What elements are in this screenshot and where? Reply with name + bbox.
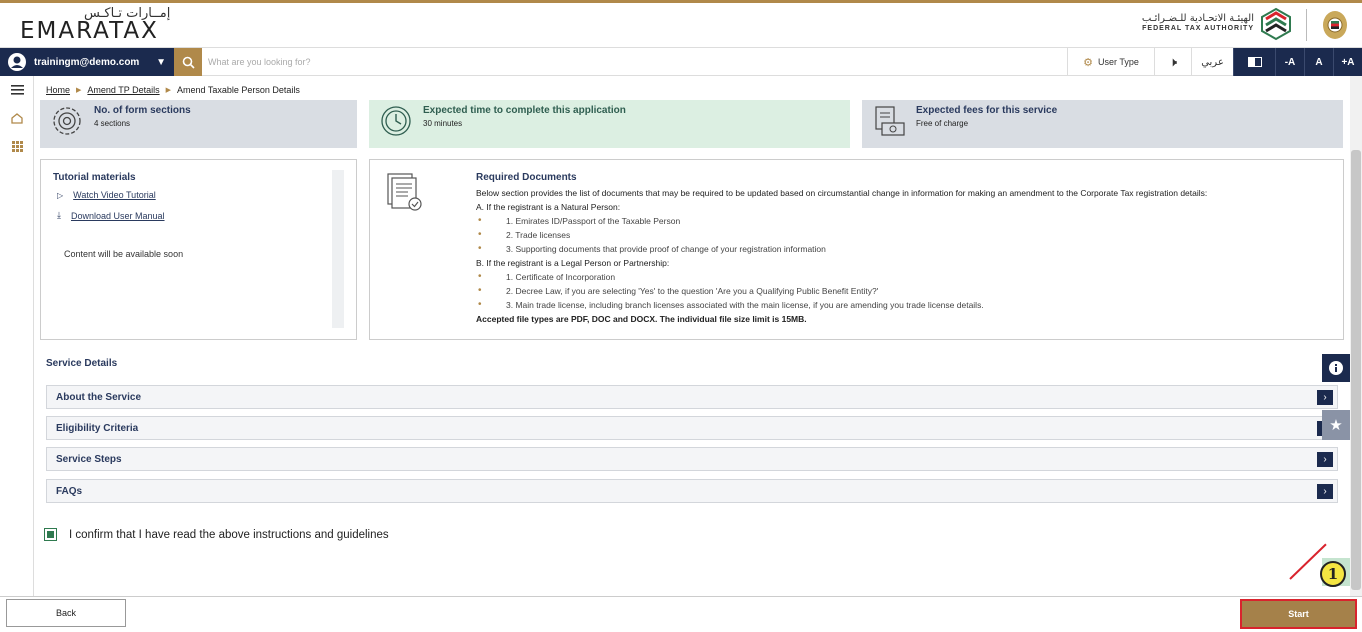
expected-fees-value: Free of charge xyxy=(916,119,969,128)
accordion-eligibility-criteria[interactable] xyxy=(46,416,1338,440)
gear-icon: ⚙ xyxy=(1083,56,1093,69)
form-sections-value: 4 sections xyxy=(94,119,131,128)
tutorial-scrollbar[interactable] xyxy=(332,170,344,328)
fta-name-english: FEDERAL TAX AUTHORITY xyxy=(1142,25,1254,32)
header xyxy=(0,3,1362,47)
list-item xyxy=(476,214,1336,228)
breadcrumb-amend-tp[interactable]: Amend TP Details xyxy=(87,85,160,95)
gear-icon xyxy=(50,104,84,138)
speaker-icon: 🕨 xyxy=(1168,54,1178,69)
checkbox-check-icon xyxy=(47,531,54,538)
breadcrumb-home[interactable]: Home xyxy=(46,85,71,95)
header-divider xyxy=(1306,9,1307,41)
required-documents-panel xyxy=(369,159,1344,340)
user-email: trainingm@demo.com xyxy=(34,56,140,68)
content-soon-text: Content will be available soon xyxy=(64,249,184,259)
user-type-label: User Type xyxy=(1098,57,1139,67)
expected-time-card xyxy=(369,100,850,148)
breadcrumb-separator-icon: ▶ xyxy=(165,87,171,94)
favorite-button[interactable] xyxy=(1322,410,1350,440)
download-manual-link[interactable] xyxy=(57,210,165,221)
fta-name-arabic: الهيئـة الاتحـادية للـضـرائـب xyxy=(1141,13,1254,24)
documents-icon xyxy=(386,172,424,212)
search-input[interactable] xyxy=(208,52,708,72)
accordion-label: About the Service xyxy=(56,391,142,403)
chevron-right-icon[interactable]: › xyxy=(1317,452,1333,467)
accordion-service-steps[interactable] xyxy=(46,447,1338,471)
list-item-text: 3. Supporting documents that provide proof of change of your registration information xyxy=(506,244,826,254)
play-icon: ▷ xyxy=(57,190,64,200)
emaratax-logo[interactable]: EMARATAX xyxy=(20,18,159,44)
list-item xyxy=(476,284,1336,298)
expected-time-title: Expected time to complete this application xyxy=(423,105,626,116)
chevron-right-icon[interactable]: › xyxy=(1317,484,1333,499)
footer-bar xyxy=(0,596,1362,632)
natural-person-heading: A. If the registrant is a Natural Person: xyxy=(476,202,621,212)
language-toggle[interactable]: عربي xyxy=(1191,48,1233,76)
list-item-text: 1. Certificate of Incorporation xyxy=(506,272,616,282)
fta-wordmark xyxy=(1142,13,1254,32)
expected-time-value: 30 minutes xyxy=(423,119,463,128)
accordion-about-service[interactable] xyxy=(46,385,1338,409)
accordion-label: Service Steps xyxy=(56,453,122,465)
emaratax-logo-arabic: إمــارات تـاكـس xyxy=(84,6,171,21)
info-button[interactable] xyxy=(1322,354,1350,382)
service-details-title: Service Details xyxy=(46,358,118,369)
star-icon: ★ xyxy=(1329,417,1343,434)
font-normal-button[interactable]: A xyxy=(1304,48,1333,76)
apps-grid-icon[interactable] xyxy=(8,138,26,154)
invoice-icon xyxy=(872,104,906,138)
breadcrumb-separator-icon: ▶ xyxy=(76,87,82,94)
list-item xyxy=(476,298,1336,312)
fta-emblem-icon xyxy=(1260,7,1292,41)
required-documents-content xyxy=(476,172,1336,326)
accordion-faqs[interactable] xyxy=(46,479,1338,503)
speaker-button[interactable] xyxy=(1154,48,1191,76)
expected-fees-title: Expected fees for this service xyxy=(916,105,1058,116)
form-sections-card xyxy=(40,100,357,148)
form-sections-title: No. of form sections xyxy=(94,105,191,116)
legal-person-heading: B. If the registrant is a Legal Person or Partnership: xyxy=(476,258,670,268)
contrast-icon xyxy=(1248,57,1262,67)
hamburger-menu-icon[interactable] xyxy=(8,82,26,98)
chevron-right-icon[interactable]: › xyxy=(1317,390,1333,405)
user-avatar-icon xyxy=(8,53,26,71)
font-decrease-button[interactable]: -A xyxy=(1275,48,1304,76)
search-icon xyxy=(182,56,195,69)
confirm-label: I confirm that I have read the above instructions and guidelines xyxy=(69,528,389,541)
start-button[interactable]: Start xyxy=(1240,599,1357,629)
expected-fees-card xyxy=(862,100,1343,148)
list-item xyxy=(476,270,1336,284)
list-item-text: 2. Decree Law, if you are selecting 'Yes' to the question 'Are you a Qualifying Public Benefit Entity?' xyxy=(506,286,879,296)
clock-icon xyxy=(379,104,413,138)
download-manual-label: Download User Manual xyxy=(70,210,165,221)
tutorial-materials-panel xyxy=(40,159,357,340)
download-icon: ⤓ xyxy=(57,210,61,220)
info-icon xyxy=(1328,360,1344,376)
chevron-down-icon: ▼ xyxy=(156,56,166,68)
page-scrollbar-thumb[interactable] xyxy=(1351,150,1361,590)
required-documents-intro: Below section provides the list of documents that may be required to be updated based on circumstantial change in information for making an amendment to the Corporate Tax registration details: xyxy=(476,188,1208,198)
user-menu[interactable] xyxy=(0,48,174,76)
watch-video-link[interactable] xyxy=(57,190,156,200)
accordion-label: FAQs xyxy=(56,485,83,497)
font-increase-button[interactable]: +A xyxy=(1333,48,1362,76)
list-item xyxy=(476,242,1336,256)
contrast-button[interactable] xyxy=(1233,48,1275,76)
breadcrumb-current: Amend Taxable Person Details xyxy=(177,85,300,95)
list-item-text: 3. Main trade license, including branch licenses associated with the main license, if you are amending you trade license details. xyxy=(506,300,984,310)
confirm-instructions[interactable] xyxy=(44,528,389,541)
sidebar xyxy=(0,76,34,596)
user-type-button[interactable] xyxy=(1067,48,1154,76)
list-item-text: 1. Emirates ID/Passport of the Taxable Person xyxy=(506,216,681,226)
tutorial-title: Tutorial materials xyxy=(53,172,136,183)
nav-tools xyxy=(1067,48,1362,76)
list-item-text: 2. Trade licenses xyxy=(506,230,571,240)
confirm-checkbox[interactable] xyxy=(44,528,57,541)
back-button[interactable]: Back xyxy=(6,599,126,627)
uae-emblem-icon xyxy=(1320,7,1350,41)
required-documents-title: Required Documents xyxy=(476,172,577,183)
search-button[interactable] xyxy=(174,48,202,76)
step-callout-badge: 1 xyxy=(1320,561,1346,587)
watch-video-label: Watch Video Tutorial xyxy=(73,190,156,200)
list-item xyxy=(476,228,1336,242)
breadcrumb xyxy=(46,85,300,95)
accordion-label: Eligibility Criteria xyxy=(56,422,139,434)
navbar xyxy=(0,47,1362,76)
home-icon[interactable] xyxy=(8,110,26,126)
file-types-note: Accepted file types are PDF, DOC and DOCX. The individual file size limit is 15MB. xyxy=(476,314,807,324)
